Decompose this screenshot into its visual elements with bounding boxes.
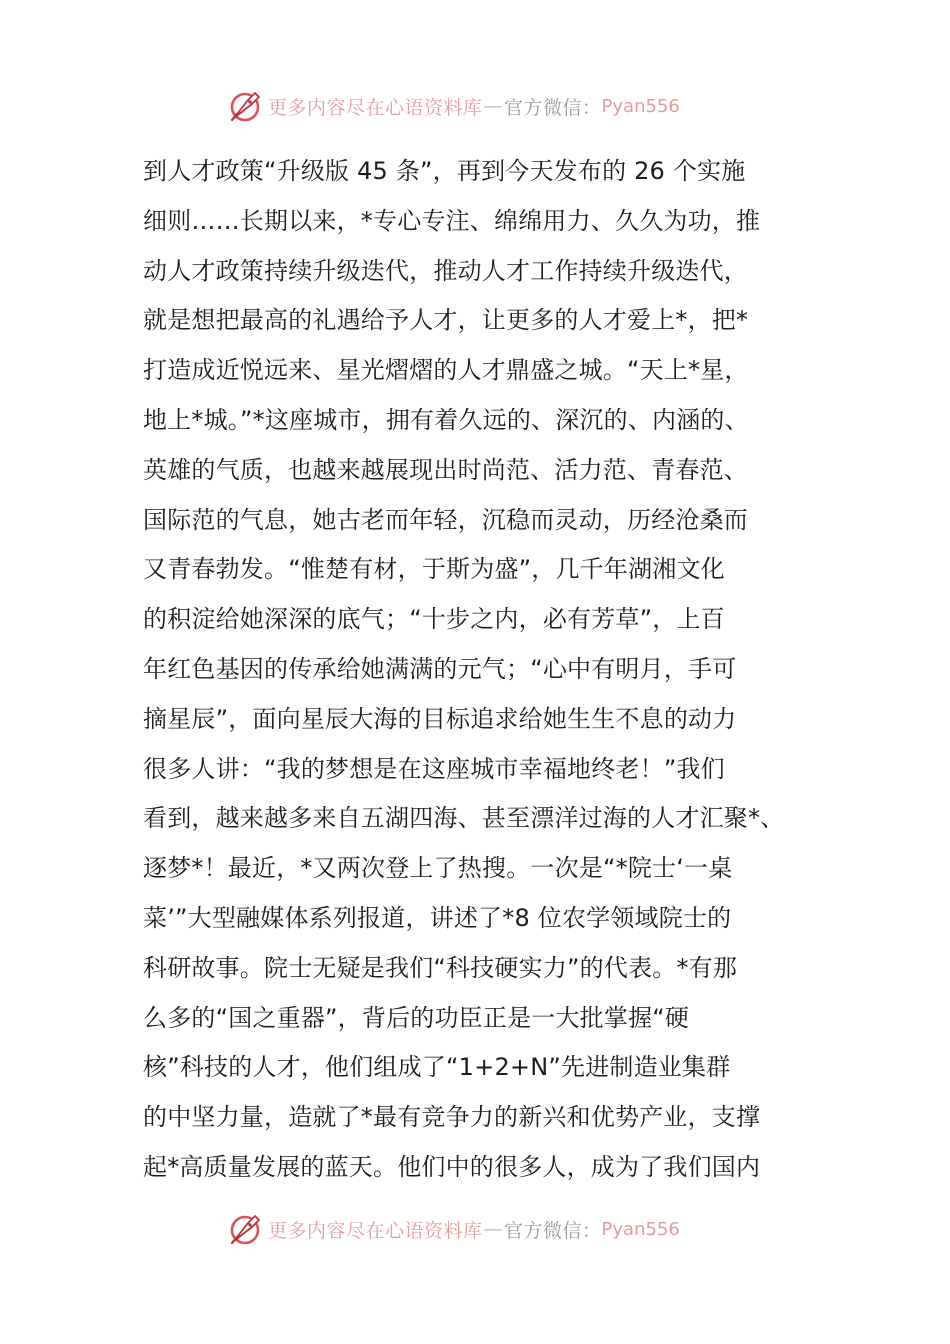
header-site-name: 更多内容尽在心语资料库 — [268, 96, 483, 119]
text-line: 科研故事。院士无疑是我们“科技硬实力”的代表。*有那 — [143, 953, 738, 982]
header-separator: — — [483, 95, 504, 117]
text-line: 起*高质量发展的蓝天。他们中的很多人，成为了我们国内 — [143, 1152, 761, 1181]
pen-nib-logo-icon — [228, 1211, 264, 1247]
text-line: 么多的“国之重器”，背后的功臣正是一大批掌握“硬 — [143, 1003, 690, 1032]
text-line: 就是想把最高的礼遇给予人才，让更多的人才爱上*，把* — [143, 306, 749, 335]
text-line: 地上*城。”*这座城市，拥有着久远的、深沉的、内涵的、 — [143, 405, 749, 434]
text-line: 菜’”大型融媒体系列报道，讲述了*8 位农学领域院士的 — [143, 903, 732, 932]
text-line: 逐梦*！最近，*又两次登上了热搜。一次是“*院士‘一桌 — [143, 854, 733, 883]
footer-watermark — [228, 1211, 748, 1247]
text-line: 看到，越来越多来自五湖四海、甚至漂洋过海的人才汇聚*、 — [143, 804, 785, 833]
text-line: 英雄的气质，也越来越展现出时尚范、活力范、青春范、 — [143, 455, 748, 484]
footer-account-id: Pyan556 — [601, 1218, 680, 1240]
footer-site-name: 更多内容尽在心语资料库 — [268, 1219, 483, 1242]
text-line: 细则……长期以来，*专心专注、绵绵用力、久久为功，推 — [143, 206, 761, 235]
text-line: 动人才政策持续升级迭代，推动人才工作持续升级迭代， — [143, 256, 748, 285]
footer-wechat-label: 官方微信： — [504, 1219, 602, 1242]
header-account-id: Pyan556 — [601, 95, 680, 117]
text-line: 到人才政策“升级版 45 条”，再到今天发布的 26 个实施 — [143, 157, 746, 185]
text-line: 打造成近悦远来、星光熠熠的人才鼎盛之城。“天上*星， — [143, 356, 749, 385]
text-line: 国际范的气息，她古老而年轻，沉稳而灵动，历经沧桑而 — [143, 505, 748, 534]
text-line: 核”科技的人才，他们组成了“1+2+N”先进制造业集群 — [143, 1053, 731, 1082]
text-line: 年红色基因的传承给她满满的元气；“心中有明月，手可 — [143, 654, 737, 683]
text-line: 摘星辰”，面向星辰大海的目标追求给她生生不息的动力 — [143, 704, 737, 733]
text-line: 又青春勃发。“惟楚有材，于斯为盛”，几千年湖湘文化 — [143, 555, 725, 584]
text-line: 的积淀给她深深的底气；“十步之内，必有芳草”，上百 — [143, 605, 725, 634]
text-line: 的中坚力量，造就了*最有竞争力的新兴和优势产业，支撑 — [143, 1103, 761, 1132]
header-wechat-label: 官方微信： — [504, 96, 602, 119]
pen-nib-logo-icon — [228, 88, 264, 124]
text-line: 很多人讲：“我的梦想是在这座城市幸福地终老！”我们 — [143, 754, 725, 783]
body-text — [143, 147, 833, 1193]
header-watermark — [228, 88, 748, 124]
footer-separator: — — [483, 1218, 504, 1240]
